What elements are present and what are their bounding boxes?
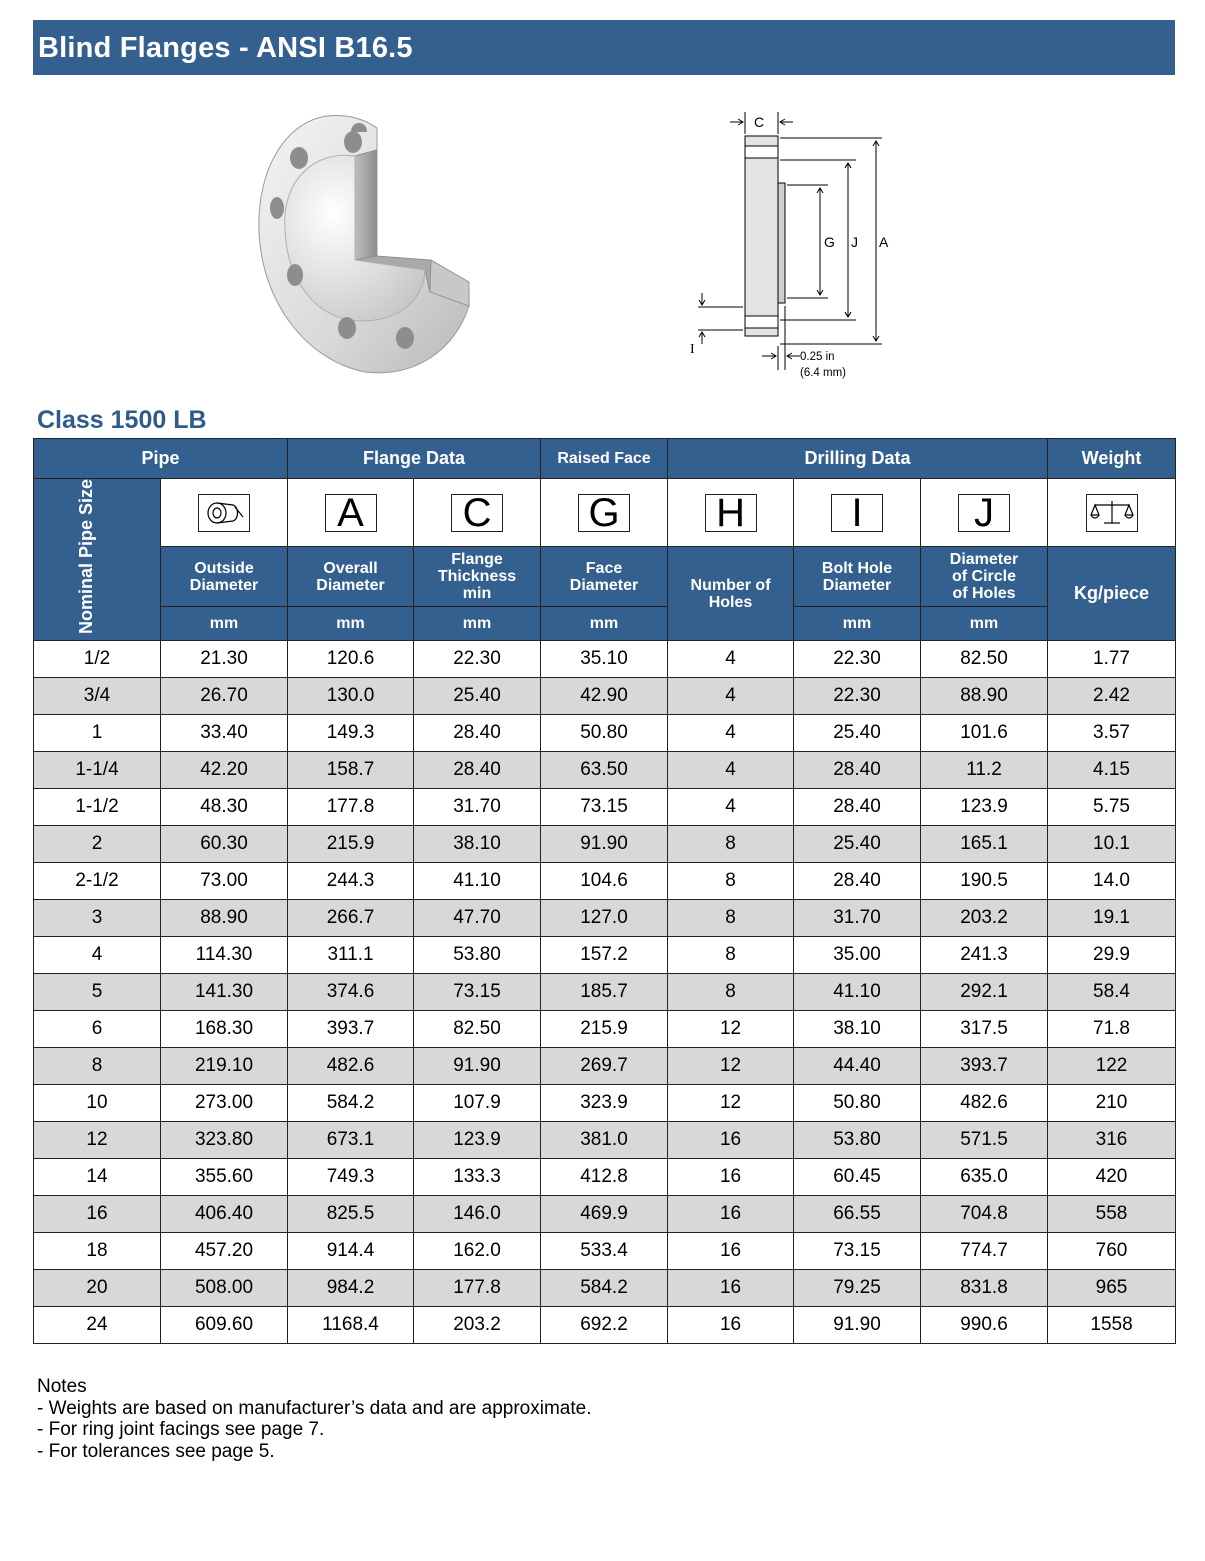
cell-flange-thickness: 25.40: [414, 678, 541, 715]
face-diameter-line1: Face: [585, 559, 623, 577]
notes-heading: Notes: [37, 1376, 87, 1397]
cell-nominal-size: 3: [34, 900, 161, 937]
cell-number-of-holes: 8: [668, 974, 794, 1011]
cell-flange-thickness: 73.15: [414, 974, 541, 1011]
cell-weight: 210: [1048, 1085, 1176, 1122]
cell-overall-diameter: 177.8: [288, 789, 414, 826]
cell-weight: 10.1: [1048, 826, 1176, 863]
cell-circle-diameter: 831.8: [921, 1270, 1048, 1307]
cell-circle-diameter: 82.50: [921, 641, 1048, 678]
cell-number-of-holes: 8: [668, 900, 794, 937]
cell-nominal-size: 20: [34, 1270, 161, 1307]
group-header-flange-data: Flange Data: [288, 439, 541, 479]
unit-flange-thickness: mm: [414, 607, 541, 641]
table-body: [34, 641, 1176, 1344]
cell-nominal-size: 1-1/4: [34, 752, 161, 789]
cell-bolt-hole-diameter: 73.15: [794, 1233, 921, 1270]
table-row: [34, 826, 1176, 863]
cell-weight: 1558: [1048, 1307, 1176, 1344]
letter-a-icon: A: [325, 494, 377, 532]
cell-flange-thickness: 28.40: [414, 752, 541, 789]
cell-weight: 14.0: [1048, 863, 1176, 900]
overall-diameter-icon-cell: [288, 479, 414, 547]
page-title: Blind Flanges - ANSI B16.5: [38, 32, 413, 64]
cell-weight: 58.4: [1048, 974, 1176, 1011]
letter-j-icon: J: [958, 494, 1010, 532]
cell-flange-thickness: 107.9: [414, 1085, 541, 1122]
cell-overall-diameter: 393.7: [288, 1011, 414, 1048]
cell-face-diameter: 533.4: [541, 1233, 668, 1270]
cell-flange-thickness: 133.3: [414, 1159, 541, 1196]
bolt-hole-diameter-line1: Bolt Hole: [821, 559, 893, 577]
cell-flange-thickness: 177.8: [414, 1270, 541, 1307]
diagram-dimension-mm: (6.4 mm): [800, 367, 846, 379]
cell-overall-diameter: 158.7: [288, 752, 414, 789]
bolt-hole-icon-cell: [794, 479, 921, 547]
table-row: [34, 974, 1176, 1011]
note-item: - For ring joint facings see page 7.: [37, 1419, 325, 1440]
cell-overall-diameter: 482.6: [288, 1048, 414, 1085]
cell-overall-diameter: 749.3: [288, 1159, 414, 1196]
face-diameter-header: [541, 547, 668, 607]
cell-circle-diameter: 317.5: [921, 1011, 1048, 1048]
cell-overall-diameter: 1168.4: [288, 1307, 414, 1344]
cell-outside-diameter: 457.20: [161, 1233, 288, 1270]
circle-diameter-line2: of Circle: [952, 568, 1017, 585]
cell-face-diameter: 73.15: [541, 789, 668, 826]
cell-outside-diameter: 73.00: [161, 863, 288, 900]
cell-weight: 2.42: [1048, 678, 1176, 715]
cell-flange-thickness: 82.50: [414, 1011, 541, 1048]
cell-flange-thickness: 47.70: [414, 900, 541, 937]
cell-outside-diameter: 168.30: [161, 1011, 288, 1048]
group-header-drilling-data: Drilling Data: [668, 439, 1048, 479]
cell-outside-diameter: 273.00: [161, 1085, 288, 1122]
cell-nominal-size: 16: [34, 1196, 161, 1233]
letter-h-icon: H: [705, 494, 757, 532]
table-row: [34, 937, 1176, 974]
number-of-holes-line1: Number of: [690, 576, 771, 594]
cell-overall-diameter: 374.6: [288, 974, 414, 1011]
cell-number-of-holes: 12: [668, 1048, 794, 1085]
cell-number-of-holes: 4: [668, 789, 794, 826]
bolt-hole-diameter-line2: Diameter: [822, 576, 892, 594]
cell-outside-diameter: 33.40: [161, 715, 288, 752]
cell-circle-diameter: 571.5: [921, 1122, 1048, 1159]
table-row: [34, 1307, 1176, 1344]
cell-weight: 122: [1048, 1048, 1176, 1085]
cell-overall-diameter: 984.2: [288, 1270, 414, 1307]
overall-diameter-line1: Overall: [323, 559, 378, 577]
cell-face-diameter: 104.6: [541, 863, 668, 900]
cell-number-of-holes: 16: [668, 1122, 794, 1159]
cell-face-diameter: 584.2: [541, 1270, 668, 1307]
cell-flange-thickness: 203.2: [414, 1307, 541, 1344]
cell-weight: 760: [1048, 1233, 1176, 1270]
bolt-hole-diameter-header: [794, 547, 921, 607]
cell-nominal-size: 1: [34, 715, 161, 752]
cell-bolt-hole-diameter: 28.40: [794, 789, 921, 826]
cell-overall-diameter: 149.3: [288, 715, 414, 752]
cell-bolt-hole-diameter: 28.40: [794, 752, 921, 789]
diagram-dimension-inches: 0.25 in: [800, 351, 835, 363]
cell-outside-diameter: 141.30: [161, 974, 288, 1011]
cell-overall-diameter: 215.9: [288, 826, 414, 863]
cell-circle-diameter: 704.8: [921, 1196, 1048, 1233]
cell-overall-diameter: 825.5: [288, 1196, 414, 1233]
cell-outside-diameter: 508.00: [161, 1270, 288, 1307]
cell-overall-diameter: 673.1: [288, 1122, 414, 1159]
flange-thickness-header: [414, 547, 541, 607]
cell-outside-diameter: 48.30: [161, 789, 288, 826]
table-row: [34, 789, 1176, 826]
note-item: - For tolerances see page 5.: [37, 1440, 275, 1462]
cell-nominal-size: 10: [34, 1085, 161, 1122]
cell-outside-diameter: 60.30: [161, 826, 288, 863]
cell-flange-thickness: 22.30: [414, 641, 541, 678]
cell-circle-diameter: 101.6: [921, 715, 1048, 752]
cell-outside-diameter: 42.20: [161, 752, 288, 789]
cell-face-diameter: 412.8: [541, 1159, 668, 1196]
cell-flange-thickness: 146.0: [414, 1196, 541, 1233]
cell-nominal-size: 2: [34, 826, 161, 863]
cell-overall-diameter: 311.1: [288, 937, 414, 974]
cell-nominal-size: 12: [34, 1122, 161, 1159]
cell-bolt-hole-diameter: 50.80: [794, 1085, 921, 1122]
cell-number-of-holes: 4: [668, 641, 794, 678]
group-header-raised-face: Raised Face: [541, 439, 668, 479]
cell-number-of-holes: 12: [668, 1085, 794, 1122]
cell-number-of-holes: 16: [668, 1233, 794, 1270]
cell-face-diameter: 323.9: [541, 1085, 668, 1122]
cell-bolt-hole-diameter: 22.30: [794, 641, 921, 678]
cell-weight: 5.75: [1048, 789, 1176, 826]
diagram-label-a: A: [879, 234, 889, 250]
cell-number-of-holes: 16: [668, 1307, 794, 1344]
pipe-icon-cell: [161, 479, 288, 547]
number-of-holes-header: [668, 547, 794, 641]
number-of-holes-line2: Holes: [708, 593, 753, 611]
cell-bolt-hole-diameter: 35.00: [794, 937, 921, 974]
group-header-weight: Weight: [1048, 439, 1176, 479]
cell-overall-diameter: 266.7: [288, 900, 414, 937]
weight-icon-cell: [1048, 479, 1176, 547]
cell-circle-diameter: 990.6: [921, 1307, 1048, 1344]
cell-weight: 71.8: [1048, 1011, 1176, 1048]
cell-nominal-size: 8: [34, 1048, 161, 1085]
cell-weight: 420: [1048, 1159, 1176, 1196]
circle-diameter-line3: of Holes: [952, 585, 1016, 602]
table-row: [34, 1085, 1176, 1122]
cell-outside-diameter: 323.80: [161, 1122, 288, 1159]
cell-weight: 558: [1048, 1196, 1176, 1233]
cell-flange-thickness: 91.90: [414, 1048, 541, 1085]
nominal-pipe-size-header: [34, 479, 161, 641]
thickness-icon-cell: [414, 479, 541, 547]
table-row: [34, 1011, 1176, 1048]
cell-nominal-size: 24: [34, 1307, 161, 1344]
cell-number-of-holes: 4: [668, 678, 794, 715]
cell-flange-thickness: 162.0: [414, 1233, 541, 1270]
diagram-label-c: C: [754, 114, 765, 130]
cell-face-diameter: 63.50: [541, 752, 668, 789]
cell-number-of-holes: 16: [668, 1159, 794, 1196]
cell-outside-diameter: 26.70: [161, 678, 288, 715]
cell-face-diameter: 185.7: [541, 974, 668, 1011]
table-row: [34, 678, 1176, 715]
cell-face-diameter: 35.10: [541, 641, 668, 678]
cell-bolt-hole-diameter: 79.25: [794, 1270, 921, 1307]
cell-circle-diameter: 774.7: [921, 1233, 1048, 1270]
cell-nominal-size: 2-1/2: [34, 863, 161, 900]
cell-circle-diameter: 292.1: [921, 974, 1048, 1011]
cell-number-of-holes: 8: [668, 826, 794, 863]
cell-number-of-holes: 4: [668, 715, 794, 752]
cell-nominal-size: 6: [34, 1011, 161, 1048]
cell-circle-diameter: 635.0: [921, 1159, 1048, 1196]
cell-number-of-holes: 16: [668, 1196, 794, 1233]
outside-diameter-line2: Diameter: [189, 576, 259, 594]
cell-weight: 965: [1048, 1270, 1176, 1307]
cell-overall-diameter: 584.2: [288, 1085, 414, 1122]
cell-outside-diameter: 609.60: [161, 1307, 288, 1344]
diagram-label-j: J: [851, 234, 858, 250]
table-row: [34, 1196, 1176, 1233]
cell-circle-diameter: 190.5: [921, 863, 1048, 900]
unit-overall-diameter: mm: [288, 607, 414, 641]
flange-illustration: [255, 110, 480, 378]
table-row: [34, 900, 1176, 937]
cell-bolt-hole-diameter: 22.30: [794, 678, 921, 715]
diagram-label-i: I: [690, 342, 695, 357]
cell-face-diameter: 381.0: [541, 1122, 668, 1159]
cell-weight: 1.77: [1048, 641, 1176, 678]
cell-weight: 316: [1048, 1122, 1176, 1159]
cell-bolt-hole-diameter: 60.45: [794, 1159, 921, 1196]
cell-nominal-size: 1/2: [34, 641, 161, 678]
outside-diameter-header: [161, 547, 288, 607]
cell-flange-thickness: 31.70: [414, 789, 541, 826]
cell-face-diameter: 469.9: [541, 1196, 668, 1233]
class-title: Class 1500 LB: [37, 406, 207, 434]
cell-number-of-holes: 8: [668, 937, 794, 974]
pipe-icon: [198, 494, 250, 532]
cell-face-diameter: 91.90: [541, 826, 668, 863]
unit-bolt-hole-diameter: mm: [794, 607, 921, 641]
face-diameter-icon-cell: [541, 479, 668, 547]
cell-circle-diameter: 203.2: [921, 900, 1048, 937]
cell-flange-thickness: 53.80: [414, 937, 541, 974]
cell-outside-diameter: 21.30: [161, 641, 288, 678]
cell-outside-diameter: 406.40: [161, 1196, 288, 1233]
holes-icon-cell: [668, 479, 794, 547]
flange-thickness-line1: Flange: [451, 551, 503, 568]
cell-weight: 3.57: [1048, 715, 1176, 752]
flange-thickness-line2: Thickness: [437, 568, 517, 585]
cell-bolt-hole-diameter: 25.40: [794, 715, 921, 752]
group-header-pipe: Pipe: [34, 439, 288, 479]
cell-circle-diameter: 11.2: [921, 752, 1048, 789]
cell-outside-diameter: 114.30: [161, 937, 288, 974]
cell-circle-diameter: 123.9: [921, 789, 1048, 826]
cell-bolt-hole-diameter: 53.80: [794, 1122, 921, 1159]
cell-overall-diameter: 914.4: [288, 1233, 414, 1270]
cell-flange-thickness: 123.9: [414, 1122, 541, 1159]
cell-bolt-hole-diameter: 41.10: [794, 974, 921, 1011]
cell-outside-diameter: 219.10: [161, 1048, 288, 1085]
circle-icon-cell: [921, 479, 1048, 547]
overall-diameter-header: [288, 547, 414, 607]
cell-weight: 19.1: [1048, 900, 1176, 937]
cell-number-of-holes: 12: [668, 1011, 794, 1048]
cell-weight: 29.9: [1048, 937, 1176, 974]
cell-circle-diameter: 241.3: [921, 937, 1048, 974]
cell-nominal-size: 5: [34, 974, 161, 1011]
cell-face-diameter: 157.2: [541, 937, 668, 974]
table-row: [34, 1270, 1176, 1307]
cell-face-diameter: 692.2: [541, 1307, 668, 1344]
unit-circle-diameter: mm: [921, 607, 1048, 641]
weight-unit-header: Kg/piece: [1048, 547, 1176, 641]
cell-number-of-holes: 16: [668, 1270, 794, 1307]
cell-circle-diameter: 165.1: [921, 826, 1048, 863]
title-bar: [33, 20, 1175, 75]
cell-face-diameter: 215.9: [541, 1011, 668, 1048]
note-item: - Weights are based on manufacturer’s data and are approximate.: [37, 1397, 592, 1419]
cell-circle-diameter: 482.6: [921, 1085, 1048, 1122]
face-diameter-line2: Diameter: [569, 576, 639, 594]
cell-nominal-size: 3/4: [34, 678, 161, 715]
cell-outside-diameter: 88.90: [161, 900, 288, 937]
cell-face-diameter: 269.7: [541, 1048, 668, 1085]
cell-circle-diameter: 88.90: [921, 678, 1048, 715]
circle-diameter-header: [921, 547, 1048, 607]
cell-face-diameter: 42.90: [541, 678, 668, 715]
flange-section-diagram: [690, 108, 900, 383]
overall-diameter-line2: Diameter: [316, 576, 385, 594]
table-row: [34, 1048, 1176, 1085]
unit-face-diameter: mm: [541, 607, 668, 641]
table-row: [34, 715, 1176, 752]
cell-nominal-size: 1-1/2: [34, 789, 161, 826]
table-row: [34, 1233, 1176, 1270]
diagram-label-g: G: [824, 234, 835, 250]
cell-nominal-size: 4: [34, 937, 161, 974]
cell-bolt-hole-diameter: 66.55: [794, 1196, 921, 1233]
table-row: [34, 863, 1176, 900]
letter-g-icon: G: [578, 494, 630, 532]
cell-flange-thickness: 28.40: [414, 715, 541, 752]
cell-bolt-hole-diameter: 31.70: [794, 900, 921, 937]
notes: [37, 1376, 592, 1462]
cell-bolt-hole-diameter: 28.40: [794, 863, 921, 900]
table-row: [34, 1159, 1176, 1196]
outside-diameter-line1: Outside: [194, 559, 254, 577]
cell-nominal-size: 14: [34, 1159, 161, 1196]
cell-number-of-holes: 4: [668, 752, 794, 789]
letter-c-icon: C: [451, 494, 503, 532]
letter-i-icon: I: [831, 494, 883, 532]
cell-bolt-hole-diameter: 38.10: [794, 1011, 921, 1048]
cell-weight: 4.15: [1048, 752, 1176, 789]
cell-flange-thickness: 38.10: [414, 826, 541, 863]
cell-nominal-size: 18: [34, 1233, 161, 1270]
cell-face-diameter: 50.80: [541, 715, 668, 752]
table-row: [34, 752, 1176, 789]
cell-bolt-hole-diameter: 44.40: [794, 1048, 921, 1085]
cell-flange-thickness: 41.10: [414, 863, 541, 900]
flange-data-table: [33, 438, 1176, 1344]
cell-overall-diameter: 130.0: [288, 678, 414, 715]
cell-bolt-hole-diameter: 25.40: [794, 826, 921, 863]
nominal-pipe-size-label: Nominal Pipe Size: [76, 479, 96, 635]
cell-number-of-holes: 8: [668, 863, 794, 900]
flange-thickness-line3: min: [462, 585, 492, 602]
cell-circle-diameter: 393.7: [921, 1048, 1048, 1085]
circle-diameter-line1: Diameter: [949, 551, 1019, 568]
cell-bolt-hole-diameter: 91.90: [794, 1307, 921, 1344]
scale-icon: [1086, 494, 1138, 532]
table-row: [34, 1122, 1176, 1159]
cell-outside-diameter: 355.60: [161, 1159, 288, 1196]
cell-overall-diameter: 244.3: [288, 863, 414, 900]
table-row: [34, 641, 1176, 678]
cell-overall-diameter: 120.6: [288, 641, 414, 678]
cell-face-diameter: 127.0: [541, 900, 668, 937]
unit-outside-diameter: mm: [161, 607, 288, 641]
